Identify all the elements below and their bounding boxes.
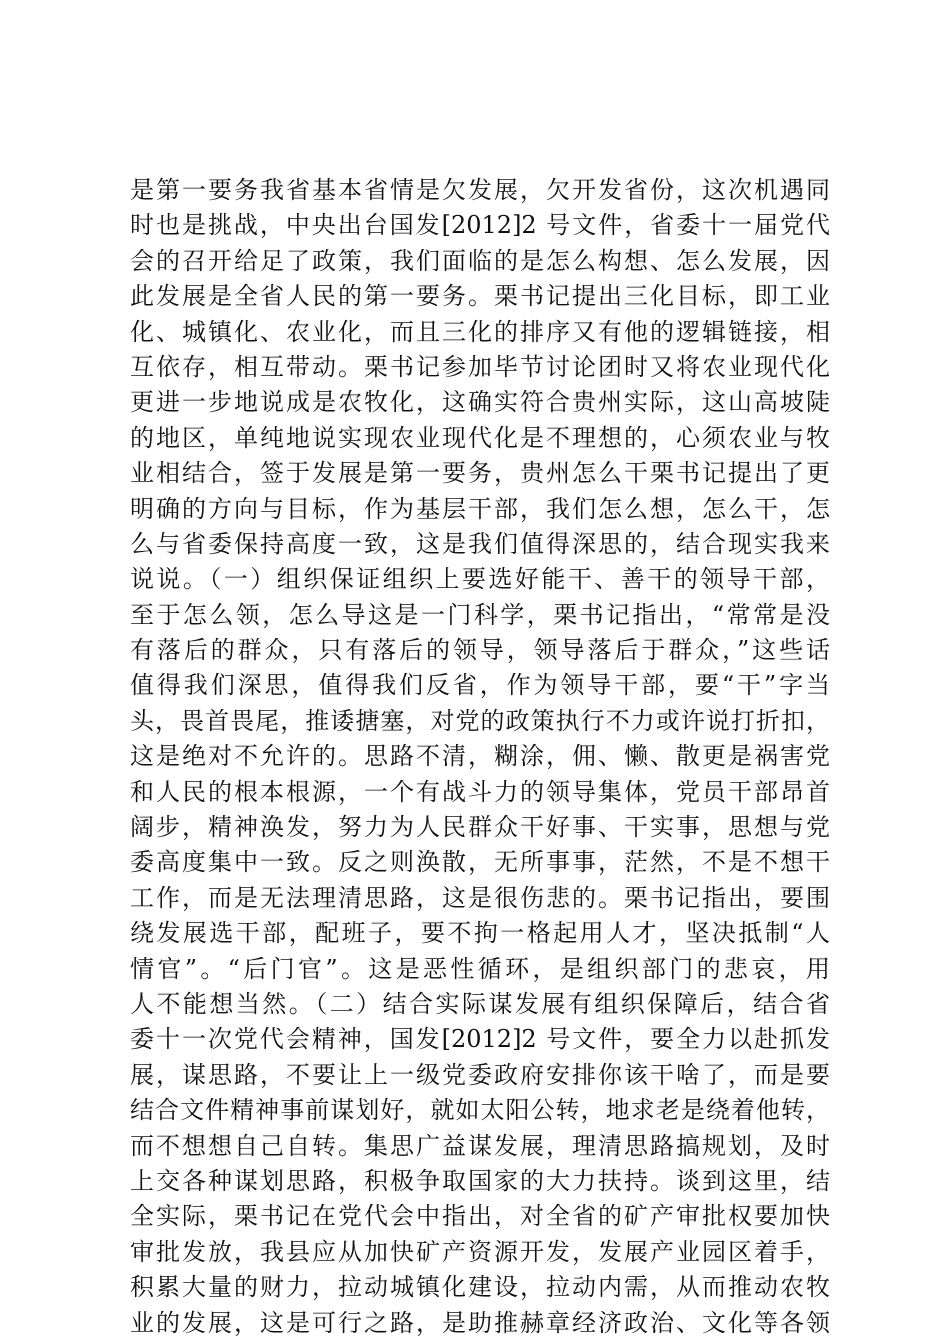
text-line: 是第一要务我省基本省情是欠发展，欠开发省份，这次机遇同 — [130, 176, 830, 204]
text-line: 展，谋思路，不要让上一级党委政府安排你该干啥了，而是要 — [130, 1060, 830, 1089]
text-line: 结合文件精神事前谋划好，就如太阳公转，地求老是绕着他转， — [130, 1096, 830, 1125]
text-line: 说说。（一）组织保证组织上要选好能干、善干的领导干部， — [130, 565, 830, 594]
text-line: 头，畏首畏尾，推诿搪塞，对党的政策执行不力或许说打折扣， — [130, 706, 830, 735]
text-line: 阔步，精神涣发，努力为人民群众干好事、干实事，思想与党 — [130, 813, 830, 842]
text-line: 明确的方向与目标，作为基层干部，我们怎么想，怎么干，怎 — [130, 494, 830, 523]
text-line: 委高度集中一致。反之则涣散，无所事事，茫然，不是不想干 — [130, 848, 830, 877]
text-line: 时也是挑战，中央出台国发[2012]2 号文件，省委十一届党代 — [130, 211, 830, 240]
text-line: 人不能想当然。（二）结合实际谋发展有组织保障后，结合省 — [130, 989, 830, 1018]
text-line: 有落后的群众，只有落后的领导，领导落后于群众，”这些话 — [130, 636, 830, 665]
text-line: 会的召开给足了政策，我们面临的是怎么构想、怎么发展，因 — [130, 246, 830, 275]
text-line: 绕发展选干部，配班子，要不拘一格起用人才，坚决抵制“人 — [130, 919, 830, 948]
text-line: 业的发展，这是可行之路，是助推赫章经济政治、文化等各领 — [130, 1308, 830, 1337]
text-line: 积累大量的财力，拉动城镇化建设，拉动内需，从而推动农牧 — [130, 1273, 830, 1302]
text-line: 而不想想自己自转。集思广益谋发展，理清思路搞规划，及时 — [130, 1131, 830, 1160]
text-line: 么与省委保持高度一致，这是我们值得深思的，结合现实我来 — [130, 529, 830, 558]
text-line: 互依存，相互带动。栗书记参加毕节讨论团时又将农业现代化 — [130, 352, 830, 381]
text-line: 的地区，单纯地说实现农业现代化是不理想的，心须农业与牧 — [130, 423, 830, 452]
text-line: 上交各种谋划思路，积极争取国家的大力扶持。谈到这里，结 — [130, 1166, 830, 1195]
text-line: 更进一步地说成是农牧化，这确实符合贵州实际，这山高坡陡 — [130, 388, 830, 417]
text-line: 全实际，栗书记在党代会中指出，对全省的矿产审批权要加快 — [130, 1202, 830, 1231]
text-line: 值得我们深思，值得我们反省，作为领导干部，要“干”字当 — [130, 671, 830, 700]
text-line: 审批发放，我县应从加快矿产资源开发，发展产业园区着手， — [130, 1237, 830, 1266]
text-line: 委十一次党代会精神，国发[2012]2 号文件，要全力以赴抓发 — [130, 1025, 830, 1054]
text-line: 情官”。“后门官”。这是恶性循环，是组织部门的悲哀，用 — [130, 954, 830, 983]
text-line: 和人民的根本根源，一个有战斗力的领导集体，党员干部昂首 — [130, 777, 830, 806]
text-line: 这是绝对不允许的。思路不清，糊涂，佣、懒、散更是祸害党 — [130, 742, 830, 771]
body-text — [130, 173, 830, 1341]
text-line: 工作，而是无法理清思路，这是很伤悲的。栗书记指出，要围 — [130, 883, 830, 912]
text-line: 业相结合，签于发展是第一要务，贵州怎么干栗书记提出了更 — [130, 459, 830, 488]
text-line: 化、城镇化、农业化，而且三化的排序又有他的逻辑链接，相 — [130, 317, 830, 346]
text-line: 至于怎么领，怎么导这是一门科学，栗书记指出，“常常是没 — [130, 600, 830, 629]
text-line: 此发展是全省人民的第一要务。栗书记提出三化目标，即工业 — [130, 282, 830, 311]
